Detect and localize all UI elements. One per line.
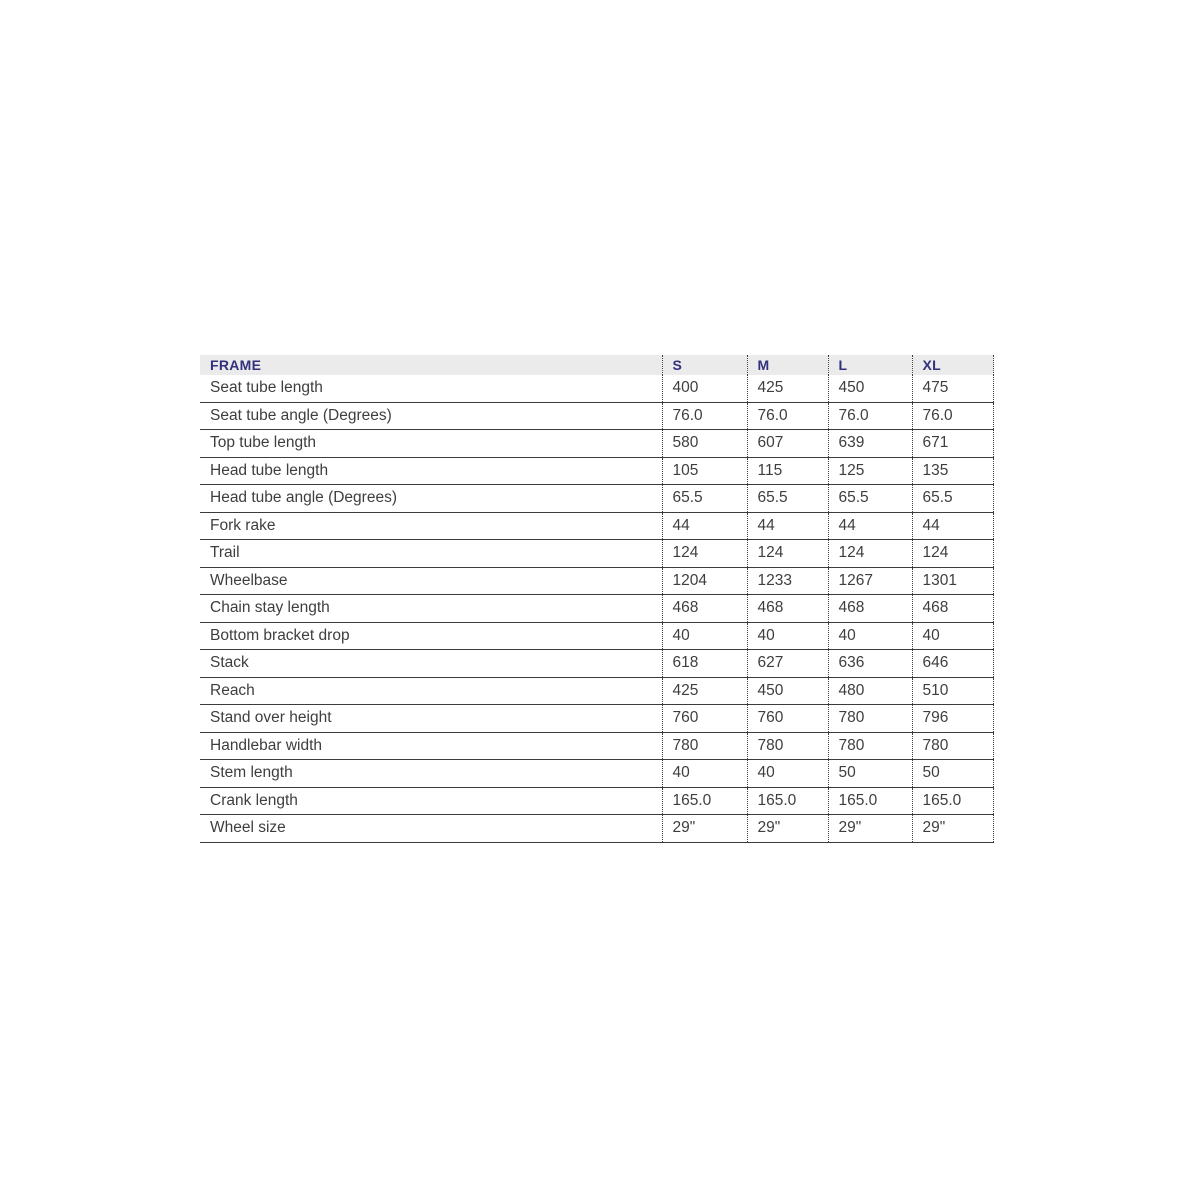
row-value: 165.0: [912, 787, 993, 815]
row-value: 468: [828, 595, 912, 623]
table-row: [200, 512, 993, 540]
row-value: 65.5: [828, 485, 912, 513]
row-value: 780: [662, 732, 747, 760]
row-value: 40: [747, 622, 828, 650]
row-value: 400: [662, 375, 747, 402]
table-header-row: [200, 355, 993, 375]
row-value: 760: [747, 705, 828, 733]
table-header-size-xl: XL: [912, 355, 993, 375]
table-row: [200, 787, 993, 815]
row-value: 780: [828, 732, 912, 760]
table-row: [200, 430, 993, 458]
row-value: 40: [662, 760, 747, 788]
table-header-frame: FRAME: [200, 355, 662, 375]
row-value: 1233: [747, 567, 828, 595]
row-value: 135: [912, 457, 993, 485]
row-value: 607: [747, 430, 828, 458]
row-value: 671: [912, 430, 993, 458]
row-value: 580: [662, 430, 747, 458]
row-label: Head tube angle (Degrees): [200, 485, 662, 513]
row-value: 1301: [912, 567, 993, 595]
row-value: 475: [912, 375, 993, 402]
row-value: 29": [912, 815, 993, 843]
row-value: 468: [662, 595, 747, 623]
row-value: 44: [912, 512, 993, 540]
table-row: [200, 622, 993, 650]
row-value: 40: [828, 622, 912, 650]
table-body: [200, 375, 993, 842]
row-value: 44: [747, 512, 828, 540]
row-value: 65.5: [747, 485, 828, 513]
table-row: [200, 705, 993, 733]
row-value: 468: [912, 595, 993, 623]
row-label: Wheelbase: [200, 567, 662, 595]
row-value: 124: [828, 540, 912, 568]
row-value: 124: [912, 540, 993, 568]
row-value: 1204: [662, 567, 747, 595]
row-value: 124: [747, 540, 828, 568]
row-value: 468: [747, 595, 828, 623]
row-value: 450: [747, 677, 828, 705]
row-value: 124: [662, 540, 747, 568]
table-header-size-l: L: [828, 355, 912, 375]
table-row: [200, 815, 993, 843]
row-value: 480: [828, 677, 912, 705]
row-label: Head tube length: [200, 457, 662, 485]
row-label: Seat tube length: [200, 375, 662, 402]
table-row: [200, 595, 993, 623]
row-value: 29": [828, 815, 912, 843]
row-value: 76.0: [912, 402, 993, 430]
frame-geometry-table: [200, 355, 994, 843]
row-value: 40: [662, 622, 747, 650]
table-row: [200, 540, 993, 568]
row-label: Bottom bracket drop: [200, 622, 662, 650]
row-value: 646: [912, 650, 993, 678]
row-value: 780: [828, 705, 912, 733]
row-label: Stem length: [200, 760, 662, 788]
row-value: 796: [912, 705, 993, 733]
row-value: 105: [662, 457, 747, 485]
row-value: 115: [747, 457, 828, 485]
table-row: [200, 677, 993, 705]
table-row: [200, 732, 993, 760]
row-value: 1267: [828, 567, 912, 595]
row-label: Seat tube angle (Degrees): [200, 402, 662, 430]
row-label: Trail: [200, 540, 662, 568]
row-value: 50: [828, 760, 912, 788]
row-label: Reach: [200, 677, 662, 705]
row-value: 125: [828, 457, 912, 485]
row-value: 165.0: [747, 787, 828, 815]
row-value: 639: [828, 430, 912, 458]
row-value: 780: [912, 732, 993, 760]
row-value: 165.0: [828, 787, 912, 815]
row-value: 165.0: [662, 787, 747, 815]
row-value: 44: [662, 512, 747, 540]
row-label: Handlebar width: [200, 732, 662, 760]
row-value: 40: [912, 622, 993, 650]
row-value: 627: [747, 650, 828, 678]
table-row: [200, 457, 993, 485]
row-value: 50: [912, 760, 993, 788]
row-value: 40: [747, 760, 828, 788]
row-value: 618: [662, 650, 747, 678]
table-header-size-m: M: [747, 355, 828, 375]
row-label: Fork rake: [200, 512, 662, 540]
row-value: 510: [912, 677, 993, 705]
row-value: 65.5: [912, 485, 993, 513]
table-row: [200, 375, 993, 402]
table-row: [200, 650, 993, 678]
row-label: Crank length: [200, 787, 662, 815]
row-value: 450: [828, 375, 912, 402]
row-value: 29": [747, 815, 828, 843]
row-label: Stand over height: [200, 705, 662, 733]
row-label: Top tube length: [200, 430, 662, 458]
row-value: 44: [828, 512, 912, 540]
row-value: 760: [662, 705, 747, 733]
row-label: Chain stay length: [200, 595, 662, 623]
row-value: 636: [828, 650, 912, 678]
row-value: 425: [662, 677, 747, 705]
row-value: 76.0: [662, 402, 747, 430]
table-row: [200, 760, 993, 788]
row-value: 780: [747, 732, 828, 760]
row-value: 76.0: [828, 402, 912, 430]
table-row: [200, 485, 993, 513]
row-label: Wheel size: [200, 815, 662, 843]
row-label: Stack: [200, 650, 662, 678]
row-value: 29": [662, 815, 747, 843]
table-header-size-s: S: [662, 355, 747, 375]
row-value: 65.5: [662, 485, 747, 513]
table-row: [200, 402, 993, 430]
table-row: [200, 567, 993, 595]
row-value: 76.0: [747, 402, 828, 430]
row-value: 425: [747, 375, 828, 402]
